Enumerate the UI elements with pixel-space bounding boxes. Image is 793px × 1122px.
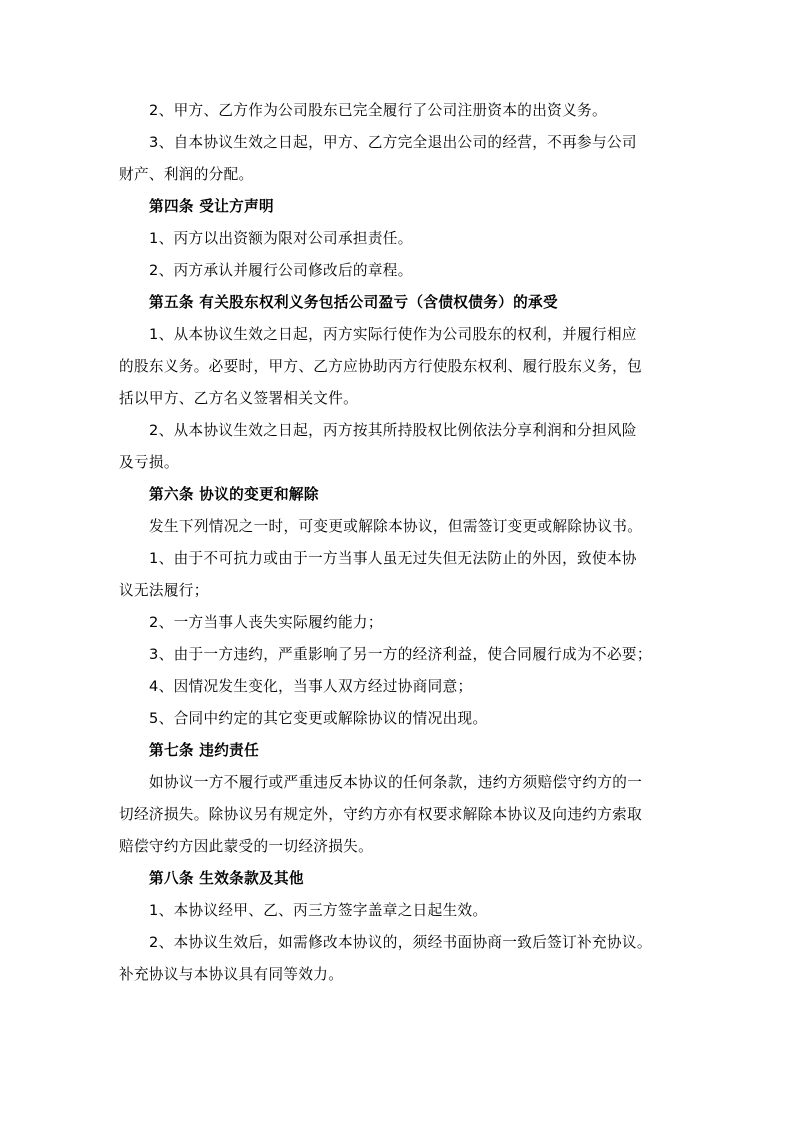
paragraph-line: 发生下列情况之一时，可变更或解除本协议，但需签订变更或解除协议书。 [149, 518, 643, 535]
paragraph-line: 财产、利润的分配。 [119, 166, 254, 183]
section-heading: 第六条 协议的变更和解除 [149, 486, 319, 503]
paragraph-line: 5、合同中约定的其它变更或解除协议的情况出现。 [149, 710, 488, 727]
section-heading: 第八条 生效条款及其他 [149, 870, 304, 887]
paragraph-line: 切经济损失。除协议另有规定外，守约方亦有权要求解除本协议及向违约方索取 [119, 806, 643, 823]
paragraph-line: 4、因情况发生变化，当事人双方经过协商同意； [149, 678, 473, 695]
paragraph-line: 补充协议与本协议具有同等效力。 [119, 966, 344, 983]
paragraph-line: 及亏损。 [119, 454, 179, 471]
paragraph-line: 1、本协议经甲、乙、丙三方签字盖章之日起生效。 [149, 902, 488, 919]
section-heading: 第四条 受让方声明 [149, 198, 274, 215]
paragraph-line: 如协议一方不履行或严重违反本协议的任何条款，违约方须赔偿守约方的一 [149, 774, 643, 791]
paragraph-line: 2、一方当事人丧失实际履约能力； [149, 614, 383, 631]
paragraph-line: 括以甲方、乙方名义签署相关文件。 [119, 390, 359, 407]
paragraph-line: 1、由于不可抗力或由于一方当事人虽无过失但无法防止的外因，致使本协 [149, 550, 637, 567]
section-heading: 第七条 违约责任 [149, 742, 260, 759]
paragraph-line: 1、丙方以出资额为限对公司承担责任。 [149, 230, 413, 247]
paragraph-line: 2、从本协议生效之日起，丙方按其所持股权比例依法分享利润和分担风险 [149, 422, 637, 439]
paragraph-line: 的股东义务。必要时，甲方、乙方应协助丙方行使股东权利、履行股东义务，包 [119, 358, 643, 375]
document-body [119, 95, 675, 991]
paragraph-line: 2、本协议生效后，如需修改本协议的，须经书面协商一致后签订补充协议。 [149, 934, 652, 951]
section-heading: 第五条 有关股东权利义务包括公司盈亏（含债权债务）的承受 [149, 294, 558, 311]
paragraph-line: 赔偿守约方因此蒙受的一切经济损失。 [119, 838, 374, 855]
paragraph-line: 2、甲方、乙方作为公司股东已完全履行了公司注册资本的出资义务。 [149, 102, 607, 119]
paragraph-line: 2、丙方承认并履行公司修改后的章程。 [149, 262, 413, 279]
paragraph-line: 议无法履行； [119, 582, 209, 599]
paragraph-line: 3、自本协议生效之日起，甲方、乙方完全退出公司的经营，不再参与公司 [149, 134, 637, 151]
paragraph-line: 3、由于一方违约，严重影响了另一方的经济利益，使合同履行成为不必要； [149, 646, 652, 663]
paragraph-line: 1、从本协议生效之日起，丙方实际行使作为公司股东的权利，并履行相应 [149, 326, 637, 343]
